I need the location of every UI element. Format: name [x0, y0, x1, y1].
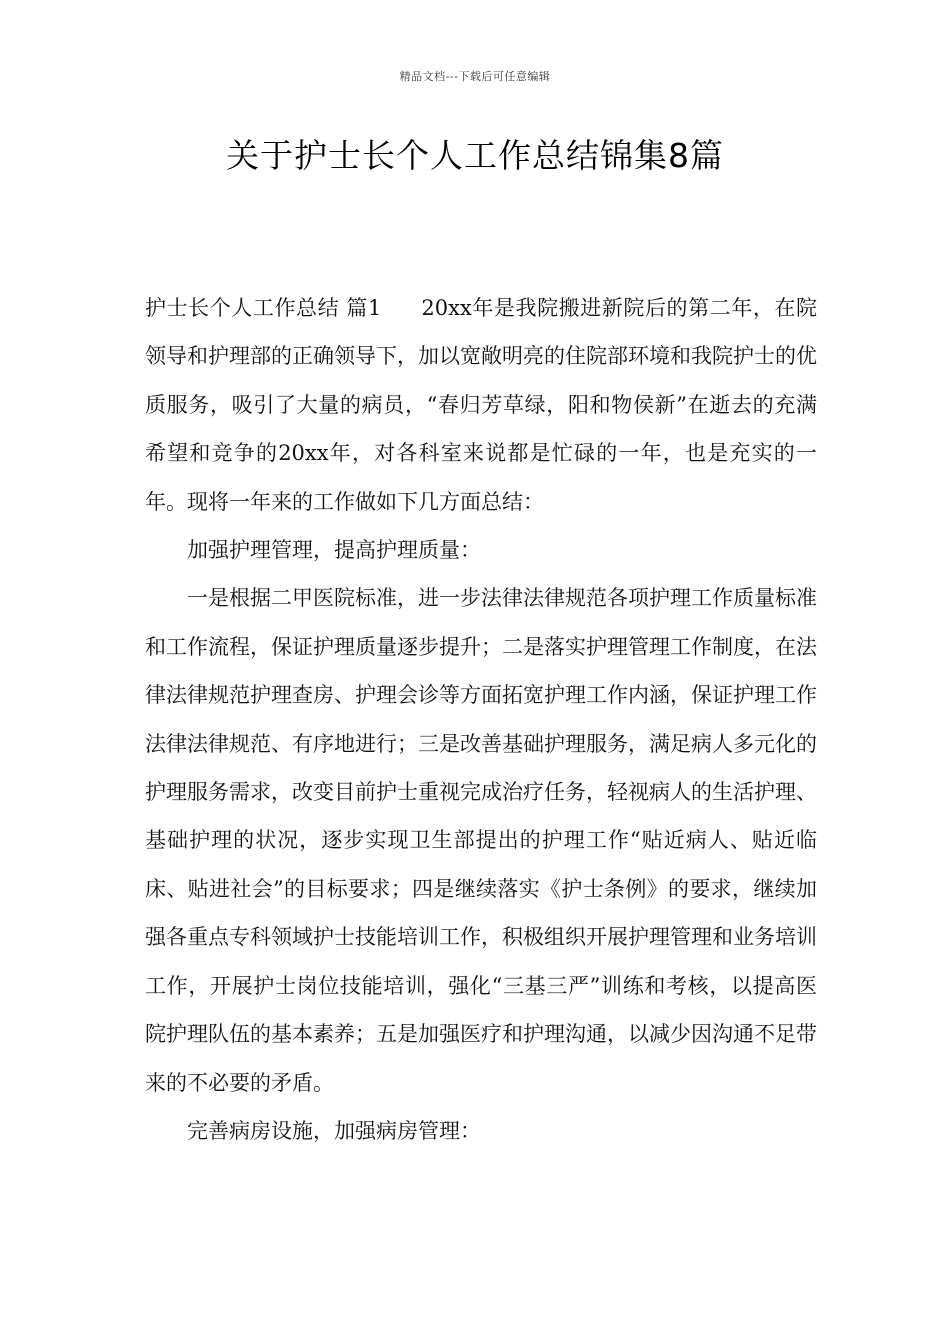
header-note: 精品文档---下载后可任意编辑	[399, 70, 551, 83]
paragraph-1: 一是根据二甲医院标准，进一步法律法律规范各项护理工作质量标准和工作流程，保证护理质量逐步提升；二是落实护理管理工作制度，在法律法律规范护理查房、护理会诊等方面拓宽护理工作内涵，保证护理工作法律法律规范、有序地进行；三是改善基础护理服务，满足病人多元化的护理服务需求，改变目前护士重视完成治疗任务，轻视病人的生活护理、基础护理的状况，逐步实现卫生部提出的护理工作“贴近病人、贴近临床、贴进社会”的目标要求；四是继续落实《护士条例》的要求，继续加强各重点专科领域护士技能培训工作，积极组织开展护理管理和业务培训工作，开展护士岗位技能培训，强化“三基三严”训练和考核，以提高医院护理队伍的基本素养；五是加强医疗和护理沟通，以减少因沟通不足带来的不必要的矛盾。	[145, 586, 817, 1095]
page-title: 关于护士长个人工作总结锦集8篇	[226, 136, 724, 175]
section-heading-2: 完善病房设施，加强病房管理：	[187, 1118, 481, 1143]
section-label: 护士长个人工作总结 篇1	[145, 296, 382, 320]
intro-paragraph	[145, 284, 817, 526]
document-body	[145, 284, 817, 1155]
section-heading-1: 加强护理管理，提高护理质量：	[187, 538, 481, 563]
intro-text: 20xx年是我院搬进新院后的第二年，在院领导和护理部的正确领导下，加以宽敞明亮的住院部环境和我院护士的优质服务，吸引了大量的病员，“春归芳草绿，阳和物侯新”在逝去的充满希望和竞争的20xx年，对各科室来说都是忙碌的一年，也是充实的一年。现将一年来的工作做如下几方面总结：	[145, 296, 817, 514]
